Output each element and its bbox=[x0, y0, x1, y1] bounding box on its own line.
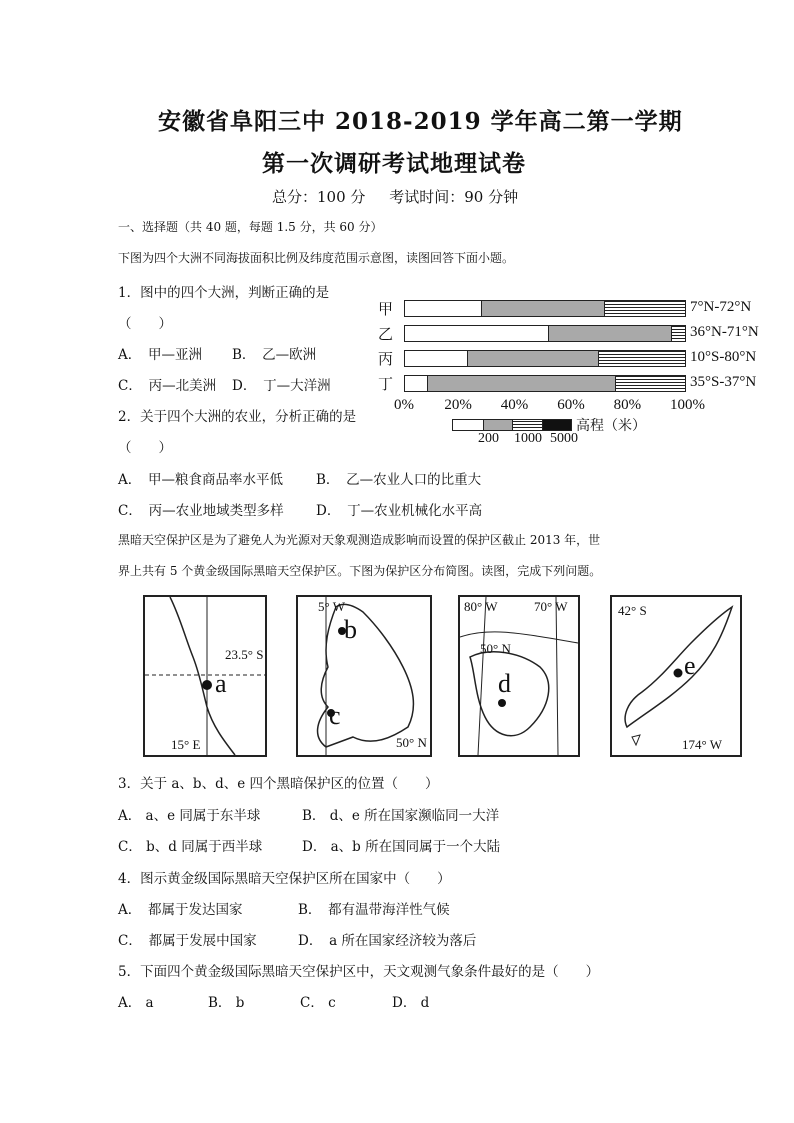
chart-x-tick: 100% bbox=[670, 397, 705, 413]
q1-paren: （ ） bbox=[118, 316, 172, 332]
elevation-bar-chart bbox=[372, 296, 782, 456]
chart-legend-swatch bbox=[453, 420, 483, 430]
chart-legend-bar bbox=[452, 419, 572, 431]
q2-option-a[interactable]: A． 甲—粮食商品率水平低 bbox=[118, 472, 283, 488]
page-title-line2: 第一次调研考试地理试卷 bbox=[262, 150, 526, 177]
chart-bar-segment bbox=[405, 326, 548, 341]
chart-bar-segment bbox=[481, 301, 604, 316]
page-title-line1: 安徽省阜阳三中 2018-2019 学年高二第一学期 bbox=[158, 108, 683, 135]
q5-option-d[interactable]: D． d bbox=[392, 995, 430, 1011]
q1-option-a[interactable]: A． 甲—亚洲 bbox=[118, 347, 202, 363]
q5-option-a[interactable]: A． a bbox=[118, 995, 154, 1011]
chart-legend-swatch bbox=[542, 420, 572, 430]
section-heading: 一、选择题（共 40 题，每题 1.5 分，共 60 分） bbox=[118, 220, 383, 234]
map-b bbox=[296, 595, 432, 757]
q2-option-c[interactable]: C． 丙—农业地域类型多样 bbox=[118, 503, 284, 519]
chart-x-tick: 20% bbox=[444, 397, 472, 413]
q4-option-c[interactable]: C． 都属于发展中国家 bbox=[118, 933, 257, 949]
map-a-lat: 23.5° S bbox=[225, 647, 264, 662]
map-a-lon: 15° E bbox=[171, 737, 201, 752]
q4-option-b[interactable]: B． 都有温带海洋性气候 bbox=[298, 902, 450, 918]
chart-bar-segment bbox=[427, 376, 615, 391]
q1-stem: 1．图中的四个大洲，判断正确的是 bbox=[118, 285, 330, 301]
q1-option-b[interactable]: B． 乙—欧洲 bbox=[232, 347, 317, 363]
q2-option-b[interactable]: B． 乙—农业人口的比重大 bbox=[316, 472, 482, 488]
map-d bbox=[458, 595, 580, 757]
map-e-lat: 42° S bbox=[618, 603, 647, 618]
map-d-outline bbox=[460, 597, 578, 755]
chart-legend-tick: 200 bbox=[478, 431, 499, 446]
exam-meta: 总分：100 分 考试时间：90 分钟 bbox=[272, 188, 519, 206]
q3-option-c[interactable]: C． b、d 同属于西半球 bbox=[118, 839, 263, 855]
chart-latitude-label: 10°S-80°N bbox=[690, 349, 757, 365]
q2-option-d[interactable]: D． 丁—农业机械化水平高 bbox=[316, 503, 483, 519]
chart-bar-segment bbox=[548, 326, 671, 341]
map-a-letter: a bbox=[215, 669, 227, 698]
map-a-outline bbox=[145, 597, 265, 755]
q5-option-c[interactable]: C． c bbox=[300, 995, 336, 1011]
q3-option-d[interactable]: D． a、b 所在国同属于一个大陆 bbox=[302, 839, 501, 855]
q3-stem: 3．关于 a、b、d、e 四个黑暗保护区的位置（ ） bbox=[118, 776, 439, 792]
chart-bar-segment bbox=[405, 376, 427, 391]
chart-x-tick: 0% bbox=[394, 397, 414, 413]
chart-latitude-label: 7°N-72°N bbox=[690, 299, 752, 315]
chart-legend-title: 高程（米） bbox=[576, 419, 646, 434]
chart-legend-tick: 1000 bbox=[514, 431, 542, 446]
map-d-letter: d bbox=[498, 669, 511, 698]
chart-bar-segment bbox=[604, 301, 685, 316]
chart-legend-tick: 5000 bbox=[550, 431, 578, 446]
q3-option-a[interactable]: A． a、e 同属于东半球 bbox=[118, 808, 261, 824]
chart-bar-segment bbox=[671, 326, 685, 341]
intro-text-2-line2: 界上共有 5 个黄金级国际黑暗天空保护区。下图为保护区分布简图。读图，完成下列问题。 bbox=[118, 564, 602, 578]
chart-legend-swatch bbox=[512, 420, 542, 430]
q3-option-b[interactable]: B． d、e 所在国家濒临同一大洋 bbox=[302, 808, 500, 824]
q2-stem: 2．关于四个大洲的农业，分析正确的是 bbox=[118, 409, 357, 425]
chart-latitude-label: 36°N-71°N bbox=[690, 324, 759, 340]
map-d-lat: 50° N bbox=[480, 641, 511, 656]
map-d-lon1: 80° W bbox=[464, 599, 498, 614]
intro-text-2-line1: 黑暗天空保护区是为了避免人为光源对天象观测造成影响而设置的保护区截止 2013 年，世 bbox=[118, 533, 601, 547]
chart-x-tick: 60% bbox=[557, 397, 585, 413]
map-e-letter: e bbox=[684, 651, 696, 680]
chart-bar bbox=[404, 350, 686, 367]
chart-bar bbox=[404, 300, 686, 317]
q5-stem: 5．下面四个黄金级国际黑暗天空保护区中，天文观测气象条件最好的是（ ） bbox=[118, 964, 600, 980]
chart-category-label: 丁 bbox=[378, 377, 394, 393]
q4-stem: 4．图示黄金级国际黑暗天空保护区所在国家中（ ） bbox=[118, 871, 451, 887]
chart-bar-segment bbox=[615, 376, 685, 391]
q1-option-d[interactable]: D． 丁—大洋洲 bbox=[232, 378, 331, 394]
map-a bbox=[143, 595, 267, 757]
chart-bar bbox=[404, 325, 686, 342]
map-b-lat: 50° N bbox=[396, 735, 427, 750]
chart-bar-segment bbox=[598, 351, 685, 366]
q5-option-b[interactable]: B． b bbox=[208, 995, 245, 1011]
intro-text-1: 下图为四个大洲不同海拔面积比例及纬度范围示意图，读图回答下面小题。 bbox=[118, 251, 515, 265]
chart-bar-segment bbox=[405, 301, 481, 316]
chart-legend-swatch bbox=[483, 420, 513, 430]
chart-x-tick: 40% bbox=[500, 397, 529, 413]
map-d-lon2: 70° W bbox=[534, 599, 568, 614]
map-e bbox=[610, 595, 742, 757]
q4-option-a[interactable]: A． 都属于发达国家 bbox=[118, 902, 243, 918]
chart-category-label: 乙 bbox=[378, 327, 394, 343]
chart-bar bbox=[404, 375, 686, 392]
q2-paren: （ ） bbox=[118, 440, 172, 456]
map-b-lon: 5° W bbox=[318, 599, 345, 614]
chart-bar-segment bbox=[467, 351, 599, 366]
chart-latitude-label: 35°S-37°N bbox=[690, 374, 757, 390]
map-e-lon: 174° W bbox=[682, 737, 722, 752]
chart-category-label: 甲 bbox=[378, 302, 394, 318]
map-e-outline bbox=[612, 597, 740, 755]
chart-category-label: 丙 bbox=[378, 352, 394, 368]
q4-option-d[interactable]: D． a 所在国家经济较为落后 bbox=[298, 933, 477, 949]
chart-bar-segment bbox=[405, 351, 467, 366]
chart-x-tick: 80% bbox=[613, 397, 642, 413]
map-b-letter-c: c bbox=[329, 701, 341, 730]
q1-option-c[interactable]: C． 丙—北美洲 bbox=[118, 378, 217, 394]
map-b-letter-b: b bbox=[344, 615, 357, 644]
map-b-outline bbox=[298, 597, 430, 755]
